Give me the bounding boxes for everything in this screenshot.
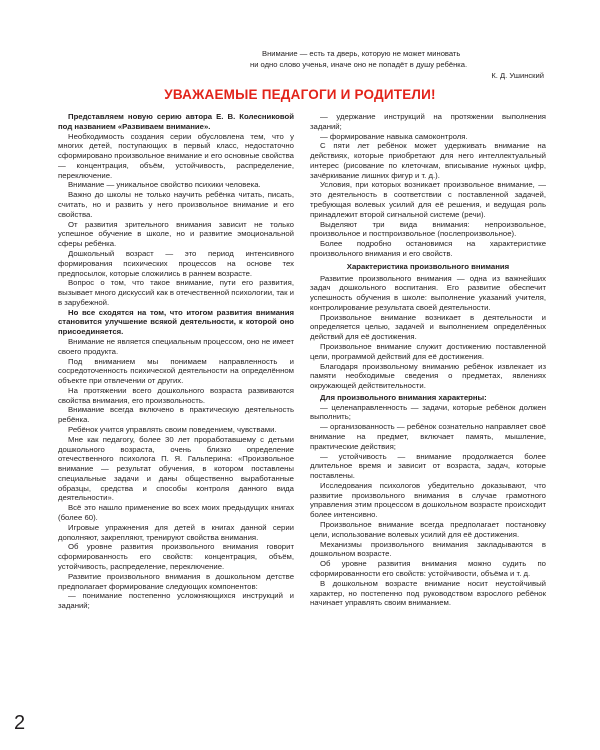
paragraph: Благодаря произвольному вниманию ребёнок извлекает из памяти необходимые сведения о предметах, явлениях окружающей действительности. <box>310 361 546 391</box>
page-number: 2 <box>14 712 26 734</box>
paragraph: — организованность — ребёнок сознательно направляет своё внимание на предмет, включает память, мышление, практические действия; <box>310 422 546 451</box>
paragraph: Механизмы произвольного внимания закладываются в дошкольном возрасте. <box>310 539 546 559</box>
paragraph: — формирование навыка самоконтроля. <box>320 131 468 141</box>
paragraph: Исследования психологов убедительно доказывают, что развитие произвольного внимания в случае грамотного управления этим процессом в дошкольном возрасте происходит более интенсивно. <box>310 480 546 520</box>
paragraph: Под вниманием мы понимаем направленность и сосредоточенность психической деятельности на определённом объекте при отвлечении от других. <box>58 356 294 386</box>
paragraph: Произвольное внимание служит достижению поставленной цели, программой действий для её достижения. <box>310 341 546 361</box>
paragraph: Игровые упражнения для детей в книгах данной серии дополняют, закрепляют, тренируют свойства внимания. <box>58 522 294 542</box>
paragraph: Развитие произвольного внимания — одна из важнейших задач дошкольного воспитания. Его развитие обеспечит успешность обучения в школе: выполнение указаний учителя, контролирование результата своей деятельности. <box>310 273 546 312</box>
paragraph: От развития зрительного внимания зависит не только успешное обучение в школе, но и развитие эмоциональной сферы ребёнка. <box>58 219 294 249</box>
epigraph-line-2: ни одно слово ученья, иначе оно не попадёт в душу ребёнка. <box>250 59 468 69</box>
paragraph: С пяти лет ребёнок может удерживать внимание на действиях, которые приобретают для него интеллектуальный интерес (рисование по клеточкам, вписывание нужных цифр, зачёркивание лишних фигур и т. д.). <box>310 141 546 180</box>
paragraph: Но все сходятся на том, что итогом развития внимания становится улучшение всякой деятельности, к которой оно присоединяется. <box>58 307 294 337</box>
epigraph <box>250 49 550 81</box>
paragraph: — понимание постепенно усложняющихся инструкций и заданий; <box>58 591 294 611</box>
paragraph: Всё это нашло применение во всех моих предыдущих книгах (более 60). <box>58 503 294 523</box>
paragraph: — устойчивость — внимание продолжается более длительное время и зависит от возраста, задач, которые поставлены. <box>310 451 546 481</box>
paragraph: Внимание не является специальным процессом, оно не имеет своего продукта. <box>58 336 294 356</box>
right-column <box>310 112 546 608</box>
paragraph: Более подробно остановимся на характеристике произвольного внимания и его свойств. <box>310 239 546 258</box>
paragraph: Внимание всегда включено в практическую деятельность ребёнка. <box>58 405 294 425</box>
epigraph-line-1: Внимание — есть та дверь, которую не может миновать <box>262 49 461 58</box>
paragraph: Представляем новую серию автора Е. В. Колесниковой под названием «Развиваем внимание». <box>58 112 294 131</box>
paragraph: Внимание — уникальное свойство психики человека. <box>68 180 261 190</box>
paragraph: Для произвольного внимания характерны: <box>320 392 487 402</box>
paragraph: Произвольное внимание всегда предполагает постановку цели, использование волевых усилий для её достижения. <box>310 520 546 539</box>
paragraph: Условия, при которых возникает произвольное внимание, — это деятельность в соответствии с поставленной задачей, требующая волевых усилий для её решения, и ведущая роль принадлежит второй сигнальной системе (речи). <box>310 180 546 219</box>
paragraph: Об уровне развития внимания можно судить по сформированности его свойств: устойчивости, объёма и т. д. <box>310 559 546 578</box>
paragraph: Развитие произвольного внимания в дошкольном детстве предполагает формирование следующих компонентов: <box>58 571 294 591</box>
paragraph: Мне как педагогу, более 30 лет проработавшему с детьми дошкольного возраста, очень близко определение отечественного психолога П. Я. Гальперина: «Произвольное внимание — результат обучения, в котором поставлены специальные задачи и даны общественно выработанные образцы, средства и способы контроля данного вида деятельности». <box>58 434 294 503</box>
paragraph: Об уровне развития произвольного внимания говорит сформированность его свойств: концентрация, объём, устойчивость, распределение, переключение. <box>58 542 294 571</box>
paragraph: Дошкольный возраст — это период интенсивного формирования психических процессов на основе тех предпосылок, которые сложились в раннем возрасте. <box>58 248 294 278</box>
epigraph-author: К. Д. Ушинский <box>491 70 544 80</box>
paragraph: Произвольное внимание возникает в деятельности и определяется целью, задачей и выполнением определённых действий для её достижения. <box>310 312 546 342</box>
paragraph: Необходимость создания серии обусловлена тем, что у многих детей, поступающих в первый класс, недостаточно сформировано произвольное внимание и его основные свойства — концентрация, объём, устойчивость, распределение, переключение. <box>58 131 294 180</box>
paragraph: — целенаправленность — задачи, которые ребёнок должен выполнить; <box>310 402 546 422</box>
paragraph: Вопрос о том, что такое внимание, пути его развития, вызывает много дискуссий как в отечественной психологии, так и в зарубежной. <box>58 278 294 307</box>
paragraph: Выделяют три вида внимания: непроизвольное, произвольное и постпроизвольное (послепроизвольное). <box>310 219 546 239</box>
paragraph: На протяжении всего дошкольного возраста развиваются свойства внимания, его произвольность. <box>58 385 294 405</box>
paragraph: — удержание инструкций на протяжении выполнения заданий; <box>310 112 546 131</box>
page-title: УВАЖАЕМЫЕ ПЕДАГОГИ И РОДИТЕЛИ! <box>164 87 436 102</box>
paragraph: Важно до школы не только научить ребёнка читать, писать, считать, но и развить у него произвольное внимание и его свойства. <box>58 190 294 219</box>
paragraph: Ребёнок учится управлять своим поведением, чувствами. <box>68 425 277 434</box>
paragraph: В дошкольном возрасте внимание носит неустойчивый характер, но постепенно под руководством взрослого ребёнок начинает управлять своим вниманием. <box>310 578 546 608</box>
paragraph: Характеристика произвольного внимания <box>346 261 510 271</box>
left-column <box>58 112 294 611</box>
